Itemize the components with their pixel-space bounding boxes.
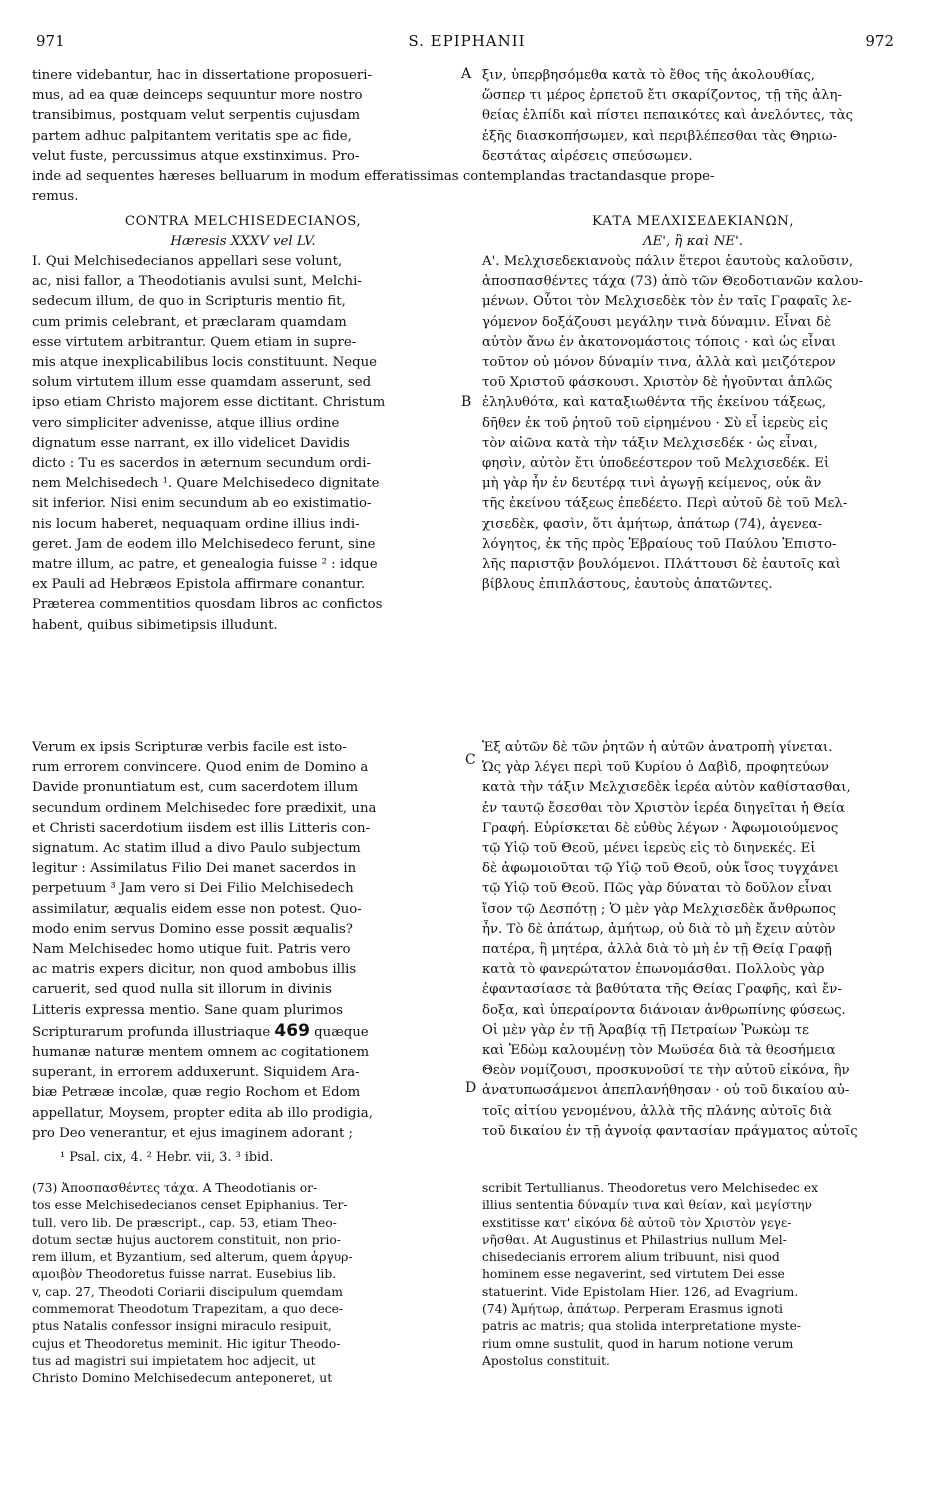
text-line: ac matris expers dicitur, non quod ambobus illis xyxy=(32,962,357,978)
footnote-line: chisedecianis errorem alium tribuunt, nisi quod xyxy=(482,1250,780,1265)
text-line: sit inferior. Nisi enim secundum ab eo existimatio- xyxy=(32,496,372,512)
text-line: nem Melchisedech ¹. Quare Melchisedeco dignitate xyxy=(32,476,380,492)
text-line: Litteris expressa mentio. Sane quam plurimos xyxy=(32,1002,343,1018)
section-marker-a: A xyxy=(461,66,472,82)
text-fragment: Scripturarum profunda illustriaque xyxy=(32,1024,271,1040)
text-line: Davide pronuntiatum est, cum sacerdotem illum xyxy=(32,780,359,796)
latin-paragraph-2 xyxy=(32,738,454,1144)
section-subtitle-greek: ΛΕ', ἢ καὶ ΝΕ'. xyxy=(643,234,743,250)
page-number-right: 972 xyxy=(865,32,894,50)
text-line: βίβλους ἐπιπλάστους, ἑαυτοὺς ἀπατῶντες. xyxy=(482,577,773,593)
text-line: pro Deo venerantur, et ejus imaginem adorant ; xyxy=(32,1125,353,1141)
text-fragment: quæque xyxy=(314,1024,369,1040)
text-line: ἐληλυθότα, καὶ καταξιωθέντα τῆς ἐκείνου τάξεως, xyxy=(482,395,827,411)
text-line: tinere videbantur, hac in dissertatione proposueri- xyxy=(32,68,373,83)
footnote-line: tos esse Melchisedecianos censet Epiphanius. Ter- xyxy=(32,1198,348,1213)
page-header xyxy=(0,32,934,56)
text-line: habent, quibus sibimetipsis illudunt. xyxy=(32,617,278,633)
text-line: vero simpliciter advenisse, atque illius ordine xyxy=(32,415,340,431)
text-line: Præterea commentitios quosdam libros ac confictos xyxy=(32,597,383,613)
text-line: ἀνατυπωσάμενοι ἀπεπλανήθησαν · οὐ τοῦ δικαίου αὐ- xyxy=(482,1083,850,1099)
text-line: modo enim servus Domino esse possit æqualis? xyxy=(32,921,353,937)
text-line: partem adhuc palpitantem veritatis spe ac fide, xyxy=(32,128,352,144)
text-line: τῷ Υἱῷ τοῦ Θεοῦ. Πῶς γὰρ δύναται τὸ δοῦλον εἶναι xyxy=(482,881,833,897)
text-line: ὥσπερ τι μέρος ἑρπετοῦ ἔτι σκαρίζοντος, τῇ τῆς ἀλη- xyxy=(482,88,842,104)
text-line: esse virtutem arbitrantur. Quem etiam in supre- xyxy=(32,334,357,350)
text-line: ex Pauli ad Hebræos Epistola affirmare conantur. xyxy=(32,577,366,593)
footnote-line: νῆσθαι. At Augustinus et Philastrius nullum Mel- xyxy=(482,1232,787,1247)
text-line: δεστάτας αἱρέσεις σπεύσωμεν. xyxy=(482,148,693,164)
text-line: τῆς ἐκείνου τάξεως ἐπεδέετο. Περὶ αὐτοῦ δὲ τοῦ Μελ- xyxy=(482,496,848,512)
text-line: perpetuum ³ Jam vero si Dei Filio Melchisedech xyxy=(32,881,354,897)
footnote-line: (74) Ἀμήτωρ, ἀπάτωρ. Perperam Erasmus ignoti xyxy=(482,1302,783,1317)
text-line: caruerit, sed quod nulla sit illorum in divinis xyxy=(32,982,332,998)
text-line: velut fuste, percussimus atque exstinximus. Pro- xyxy=(32,148,360,164)
text-line: γόμενον δοξάζουσι μεγάλην τινὰ δύναμιν. Εἶναι δὲ xyxy=(482,314,832,330)
text-line: τοῦτον οὐ μόνον δύναμίν τινα, ἀλλὰ καὶ μειζότερον xyxy=(482,355,836,371)
footnote-line: αμοιβὸν Theodoretus fuisse narrat. Eusebius lib. xyxy=(32,1267,337,1282)
footnote-line: rium omne sustulit, quod in harum notione verum xyxy=(482,1336,794,1351)
footnote-line: ptus Natalis confessor insigni miraculo resipuit, xyxy=(32,1319,332,1334)
footnote-line: patris ac matris; qua stolida interpretatione myste- xyxy=(482,1319,801,1334)
text-line: rum errorem convincere. Quod enim de Domino a xyxy=(32,760,369,776)
text-line: secundum ordinem Melchisedec fore prædixit, una xyxy=(32,800,377,816)
text-line: Nam Melchisedec homo utique fuit. Patris vero xyxy=(32,942,351,958)
text-line: χισεδὲκ, φασὶν, ὅτι ἀμήτωρ, ἀπάτωρ (74), ἀγενεα- xyxy=(482,516,823,532)
scripture-references xyxy=(32,1148,454,1168)
text-line: δοξα, καὶ ὑπεραίροντα διάνοιαν ἀνθρωπίνης φύσεως. xyxy=(482,1002,846,1018)
text-line: inde ad sequentes hæreses belluarum in modum efferatissimas contemplandas tractandasque prope- xyxy=(32,169,715,184)
footnote-line: tull. vero lib. De præscript., cap. 53, etiam Theo- xyxy=(32,1215,337,1230)
footnote-line: cujus et Theodoretus meminit. Hic igitur Theodo- xyxy=(32,1336,341,1351)
text-line: superant, in errorem adduxerunt. Siquidem Ara- xyxy=(32,1065,360,1081)
text-line: legitur : Assimilatus Filio Dei manet sacerdos in xyxy=(32,861,357,877)
text-line: ἐφαντασίασε τὰ βαθύτατα τῆς Θείας Γραφῆς, καὶ ἔν- xyxy=(482,982,842,998)
text-line: μένων. Οὗτοι τὸν Μελχισεδὲκ τὸν ἐν ταῖς Γραφαῖς λε- xyxy=(482,294,852,310)
text-line: κατὰ τὸ φανερώτατον ἐπωνομάσθαι. Πολλοὺς γὰρ xyxy=(482,962,825,978)
text-line: I. Qui Melchisedecianos appellari sese volunt, xyxy=(32,254,343,269)
text-line: ἐν ταυτῷ ἔσεσθαι τὸν Χριστὸν ἱερέα διηγεῖται ἡ Θεία xyxy=(482,800,846,816)
greek-paragraph-2 xyxy=(482,738,904,1142)
text-line: cum primis celebrant, et præclaram quamdam xyxy=(32,314,347,330)
text-line: λῆς παριστᾷν βουλόμενοι. Πλάττουσι δὲ ἑαυτοῖς καὶ xyxy=(482,557,841,573)
footnotes-right xyxy=(482,1180,904,1370)
text-line: τῷ Υἱῷ τοῦ Θεοῦ, μένει ἱερεὺς εἰς τὸ διηνεκές. Εἰ xyxy=(482,841,816,857)
footnote-line: exstitisse κατ' εἰκόνα δὲ αὐτοῦ τὸν Χριστὸν γεγε- xyxy=(482,1215,792,1230)
text-line: ἴσον τῷ Δεσπότῃ ; Ὁ μὲν γὰρ Μελχισεδὲκ ἄνθρωπος xyxy=(482,901,837,917)
intro-latin xyxy=(32,66,454,167)
footnote-line: statuerint. Vide Epistolam Hier. 126, ad Evagrium. xyxy=(482,1284,799,1299)
text-line: ipso etiam Christo majorem esse dictitant. Christum xyxy=(32,395,386,411)
text-line: Ὡς γὰρ λέγει περὶ τοῦ Κυρίου ὁ Δαβὶδ, προφητεύων xyxy=(482,760,829,776)
section-marker-d: D xyxy=(465,1080,477,1096)
text-line: appellatur, Moysem, propter edita ab illo prodigia, xyxy=(32,1105,373,1121)
latin-paragraph-1 xyxy=(32,252,454,636)
reference-line: ¹ Psal. cix, 4. ² Hebr. vii, 3. ³ ibid. xyxy=(60,1150,274,1165)
text-line: Γραφή. Εὑρίσκεται δὲ εὐθὺς λέγων · Ἀφωμοιούμενος xyxy=(482,820,839,836)
text-line: Ἐξ αὐτῶν δὲ τῶν ῥητῶν ἡ αὐτῶν ἀνατροπὴ γίνεται. xyxy=(482,740,833,755)
text-line: ac, nisi fallor, a Theodotianis avulsi sunt, Melchi- xyxy=(32,274,362,290)
running-title: S. EPIPHANII xyxy=(408,32,526,50)
section-subtitle-latin: Hæresis XXXV vel LV. xyxy=(170,234,316,250)
text-line: πατέρα, ἢ μητέρα, ἀλλὰ διὰ τὸ μὴ ἐν τῇ Θείᾳ Γραφῇ xyxy=(482,942,832,958)
footnote-line: commemorat Theodotum Trapezitam, a quo dece- xyxy=(32,1302,344,1317)
text-line: remus. xyxy=(32,189,79,205)
column-number: 469 xyxy=(274,1020,310,1041)
footnote-line: hominem esse negaverint, sed virtutem Dei esse xyxy=(482,1267,785,1282)
text-line: assimilatur, æqualis eidem esse non potest. Quo- xyxy=(32,901,362,917)
footnote-line: v, cap. 27, Theodoti Coriarii discipulum quemdam xyxy=(32,1284,343,1299)
text-line: τοῖς αἰτίου γενομένου, ἀλλὰ τῆς πλάνης αὐτοῖς διὰ xyxy=(482,1103,832,1119)
text-line: nis locum haberet, nequaquam ordine illius indi- xyxy=(32,516,360,532)
text-line: θείας ἐλπίδι καὶ πίστει πεπαικότες καὶ ἀνελόντες, τὰς xyxy=(482,108,854,124)
section-marker-b: B xyxy=(461,394,472,410)
text-line: signatum. Ac statim illud a divo Paulo subjectum xyxy=(32,841,361,857)
text-line: dicto : Tu es sacerdos in æternum secundum ordi- xyxy=(32,456,371,472)
footnote-line: Christo Domino Melchisedecum anteponeret, ut xyxy=(32,1371,333,1386)
intro-greek xyxy=(482,66,904,167)
text-line-with-column-number xyxy=(32,1021,454,1043)
page-number-left: 971 xyxy=(36,32,65,50)
text-line: ἑξῆς διασκοπήσωμεν, καὶ περιβλέπεσθαι τὰς Θηριω- xyxy=(482,128,838,144)
footnote-line: rem illum, et Byzantium, sed alterum, quem ἀργυρ- xyxy=(32,1250,353,1265)
text-line: τοῦ δικαίου ἐν τῇ ἀγνοίᾳ φαντασίαν πράγματος αὐτοῖς xyxy=(482,1123,858,1139)
text-line: Α'. Μελχισεδεκιανοὺς πάλιν ἕτεροι ἑαυτοὺς καλοῦσιν, xyxy=(482,254,854,269)
text-line: transibimus, postquam velut serpentis cujusdam xyxy=(32,108,360,124)
latin-heading xyxy=(32,212,454,252)
text-line: et Christi sacerdotium iisdem est illis Litteris con- xyxy=(32,820,371,836)
text-line: ξιν, ὑπερβησόμεθα κατὰ τὸ ἔθος τῆς ἀκολουθίας, xyxy=(482,68,816,83)
text-line: solum virtutem illum esse quamdam asserunt, sed xyxy=(32,375,372,391)
text-line: sedecum illum, de quo in Scripturis mentio fit, xyxy=(32,294,346,310)
text-line: φησὶν, αὐτὸν ἔτι ὑποδεέστερον τοῦ Μελχισεδέκ. Εἰ xyxy=(482,456,830,472)
footnote-line: Apostolus constituit. xyxy=(482,1353,610,1368)
text-line: mis atque inexplicabilibus locis constituunt. Neque xyxy=(32,355,378,371)
text-line: τοῦ Χριστοῦ φάσκουσι. Χριστὸν δὲ ἡγοῦνται ἁπλῶς xyxy=(482,375,833,391)
text-line: matre illum, ac patre, et genealogia fuisse ² : idque xyxy=(32,557,378,573)
text-line: Οἱ μὲν γὰρ ἐν τῇ Ἀραβίᾳ τῇ Πετραίων Ῥωκὼμ τε xyxy=(482,1022,810,1038)
footnote-line: tus ad magistri sui impietatem hoc adjecit, ut xyxy=(32,1353,316,1368)
text-line: geret. Jam de eodem illo Melchisedeco ferunt, sine xyxy=(32,536,376,552)
greek-paragraph-1 xyxy=(482,252,904,595)
text-line: ἀποσπασθέντες τάχα (73) ἀπὸ τῶν Θεοδοτιανῶν καλου- xyxy=(482,274,863,290)
footnote-line: scribit Tertullianus. Theodoretus vero Melchisedec ex xyxy=(482,1181,819,1195)
footnotes-left xyxy=(32,1180,456,1388)
text-line: dignatum esse narrant, ex illo videlicet Davidis xyxy=(32,435,350,451)
footnote-line: dotum sectæ hujus auctorem constituit, non prio- xyxy=(32,1232,341,1247)
text-line: Verum ex ipsis Scripturæ verbis facile est isto- xyxy=(32,740,347,755)
section-title-greek: ΚΑΤΑ ΜΕΛΧΙΣΕΔΕΚΙΑΝΩΝ, xyxy=(591,214,795,229)
section-marker-c: C xyxy=(465,752,476,768)
intro-full-width xyxy=(32,167,904,207)
text-line: δῆθεν ἐκ τοῦ ῥητοῦ τοῦ εἰρημένου · Σὺ εἶ ἱερεὺς εἰς xyxy=(482,415,829,431)
greek-heading xyxy=(482,212,904,252)
text-line: αὐτὸν ἄνω ἐν ἀκατονομάστοις τόποις · καὶ ὡς εἶναι xyxy=(482,334,837,350)
text-line: τὸν αἰῶνα κατὰ τὴν τάξιν Μελχισεδέκ · ὡς εἶναι, xyxy=(482,435,818,451)
text-line: biæ Petrææ incolæ, quæ regio Rochom et Edom xyxy=(32,1085,361,1101)
text-line: ἦν. Τὸ δὲ ἀπάτωρ, ἀμήτωρ, οὐ διὰ τὸ μὴ ἔχειν αὐτὸν xyxy=(482,921,836,937)
section-title-latin: CONTRA MELCHISEDECIANOS, xyxy=(124,214,362,229)
text-line: humanæ naturæ mentem omnem ac cogitationem xyxy=(32,1045,370,1061)
text-line: μὴ γὰρ ἦν ἐν δευτέρᾳ τινὶ ἀγωγῇ κείμενος, οὐκ ἂν xyxy=(482,476,822,492)
text-line: καὶ Ἐδὼμ καλουμένῃ τὸν Μωϋσέα διὰ τὰ θεοσήμεια xyxy=(482,1043,836,1059)
footnote-line: (73) Ἀποσπασθέντες τάχα. A Theodotianis or- xyxy=(32,1181,318,1195)
text-line: κατὰ τὴν τάξιν Μελχισεδὲκ ἱερέα αὐτὸν καθίστασθαι, xyxy=(482,780,851,796)
text-line: Θεὸν νομίζουσι, προσκυνοῦσί τε τὴν αὐτοῦ εἰκόνα, ἣν xyxy=(482,1063,850,1079)
footnote-line: illius sententia δύναμίν τινα καὶ θείαν, καὶ μεγίστην xyxy=(482,1198,813,1213)
text-line: mus, ad ea quæ deinceps sequuntur more nostro xyxy=(32,88,363,104)
text-line: δὲ ἀφωμοιοῦται τῷ Υἱῷ τοῦ Θεοῦ, οὐκ ἴσος τυγχάνει xyxy=(482,861,839,877)
text-line: λόγητος, ἐκ τῆς πρὸς Ἑβραίους τοῦ Παύλου Ἐπιστο- xyxy=(482,536,837,552)
